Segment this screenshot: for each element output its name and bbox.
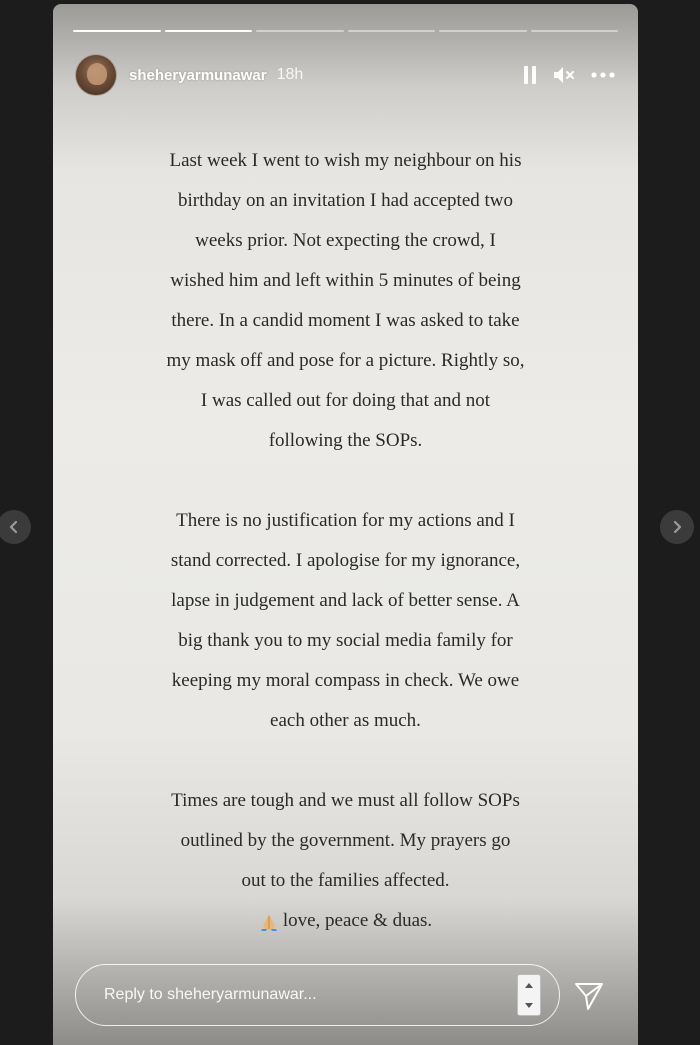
- text-line: weeks prior. Not expecting the crowd, I: [195, 230, 496, 251]
- text-line: lapse in judgement and lack of better sense. A: [171, 590, 520, 611]
- text-line: There is no justification for my actions and I: [176, 510, 515, 531]
- text-line: each other as much.: [270, 710, 421, 731]
- pause-icon: [522, 65, 538, 85]
- send-icon: [573, 980, 605, 1012]
- reply-input[interactable]: [104, 986, 517, 1004]
- progress-segment: [531, 30, 619, 32]
- closing-text: love, peace & duas.: [282, 910, 433, 931]
- text-line: I was called out for doing that and not: [200, 390, 491, 411]
- text-line: out to the families affected.: [241, 870, 450, 891]
- caret-up-icon: [524, 982, 534, 989]
- send-button[interactable]: [570, 977, 608, 1015]
- paragraph-gap: [109, 741, 582, 781]
- chevron-left-icon: [7, 520, 21, 534]
- progress-segment: [256, 30, 344, 32]
- text-line: following the SOPs.: [268, 430, 423, 451]
- story-card: [53, 4, 638, 1045]
- text-line: wished him and left within 5 minutes of being: [170, 270, 521, 291]
- paragraph-gap: [109, 461, 582, 501]
- story-progress-bar: [73, 30, 618, 32]
- text-line: keeping my moral compass in check. We owe: [171, 670, 520, 691]
- mute-button[interactable]: [552, 65, 576, 85]
- scroll-stepper[interactable]: [517, 974, 541, 1016]
- reply-bar: [75, 964, 560, 1026]
- text-line: Times are tough and we must all follow SOPs: [171, 790, 520, 811]
- post-time: 18h: [276, 66, 304, 83]
- progress-segment: [73, 30, 161, 32]
- next-story-button[interactable]: [660, 510, 694, 544]
- text-line: stand corrected. I apologise for my ignorance,: [170, 550, 521, 571]
- chevron-right-icon: [670, 520, 684, 534]
- paragraph-3: [109, 781, 582, 941]
- text-line: big thank you to my social media family for: [178, 630, 513, 651]
- text-line: outlined by the government. My prayers go: [180, 830, 511, 851]
- progress-segment: [348, 30, 436, 32]
- more-options-button[interactable]: [590, 71, 616, 79]
- text-line: birthday on an invitation I had accepted two: [177, 190, 514, 211]
- avatar[interactable]: [75, 54, 117, 96]
- more-icon: [590, 71, 616, 79]
- story-text: [109, 141, 582, 941]
- username[interactable]: sheheryarmunawar: [129, 66, 267, 84]
- text-line: Last week I went to wish my neighbour on his: [169, 150, 522, 171]
- closing-line: [109, 901, 582, 941]
- story-header: [75, 52, 616, 98]
- progress-segment: [165, 30, 253, 32]
- pause-button[interactable]: [522, 65, 538, 85]
- text-line: there. In a candid moment I was asked to take: [171, 310, 520, 331]
- story-controls: [522, 65, 616, 85]
- progress-segment: [439, 30, 527, 32]
- paragraph-2: [109, 501, 582, 741]
- text-line: my mask off and pose for a picture. Rightly so,: [166, 350, 525, 371]
- mute-icon: [552, 65, 576, 85]
- paragraph-1: [109, 141, 582, 461]
- folded-hands-icon: [259, 912, 279, 932]
- caret-down-icon: [524, 1002, 534, 1009]
- previous-story-button[interactable]: [0, 510, 31, 544]
